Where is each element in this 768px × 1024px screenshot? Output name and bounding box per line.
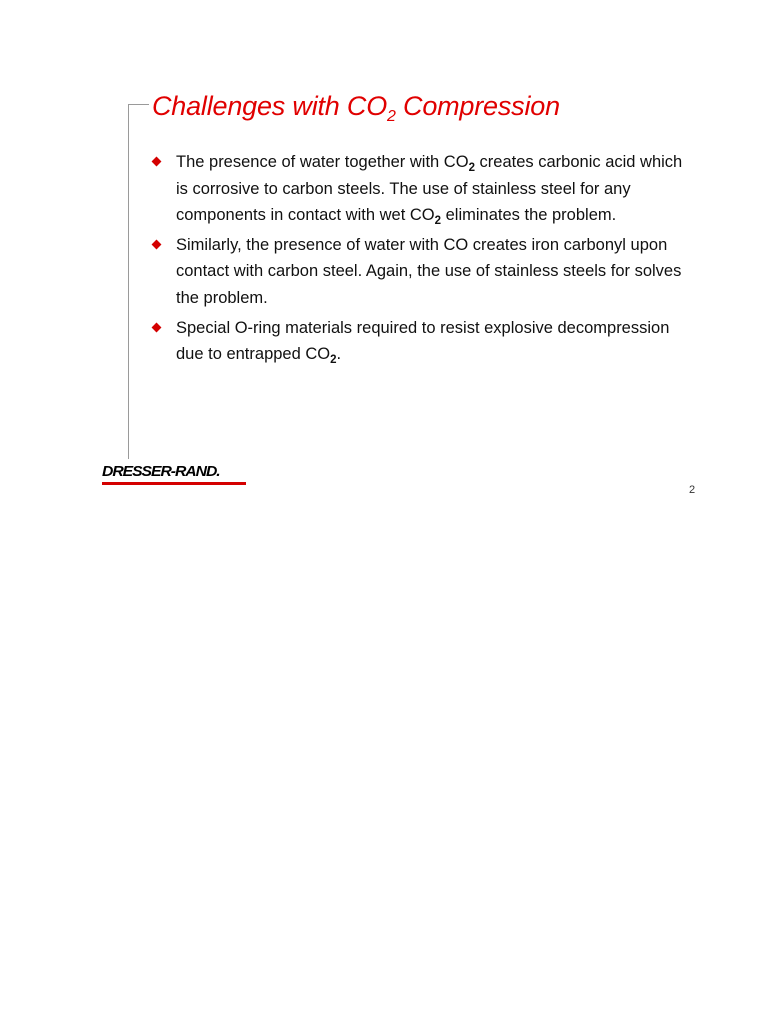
bullet-2-text: Similarly, the presence of water with CO creates iron carbonyl upon contact with carbon steel. Again, the use of stainless steels for solves the problem. <box>176 235 682 307</box>
bullet-3-subscript: 2 <box>330 354 337 367</box>
bullet-1-text-b: creates carbonic acid which is corrosive to carbon steels. The use of stainless steel for any components in contact with wet CO <box>176 153 683 225</box>
bullet-item-2 <box>152 232 692 312</box>
dresser-rand-logo <box>102 463 250 487</box>
title-bracket-horizontal <box>128 104 149 105</box>
bullet-1-subscript-b: 2 <box>434 215 442 228</box>
bullet-diamond-icon <box>152 322 162 332</box>
bullet-3-text-a: Special O-ring materials required to resist explosive decompression due to entrapped CO <box>176 318 670 364</box>
bullet-1-text-a: The presence of water together with CO <box>176 153 469 171</box>
bullet-item-1 <box>152 149 692 229</box>
bullet-1-text-c: eliminates the problem. <box>441 206 617 225</box>
logo-wordmark: DRESSER-RAND. <box>102 463 220 480</box>
page-number: 2 <box>689 484 696 496</box>
title-text-rest: Compression <box>395 91 560 121</box>
logo-underline <box>102 482 246 485</box>
bullet-diamond-icon <box>152 157 162 167</box>
title-bracket-vertical <box>128 104 129 459</box>
title-text: Challenges with CO <box>152 91 388 121</box>
bullet-item-3 <box>152 315 692 368</box>
slide-title <box>152 86 560 126</box>
bullet-list <box>152 149 692 371</box>
title-subscript: 2 <box>387 108 396 125</box>
bullet-diamond-icon <box>152 239 162 249</box>
bullet-3-text-b: . <box>336 345 342 364</box>
bullet-1-subscript-a: 2 <box>468 162 475 174</box>
